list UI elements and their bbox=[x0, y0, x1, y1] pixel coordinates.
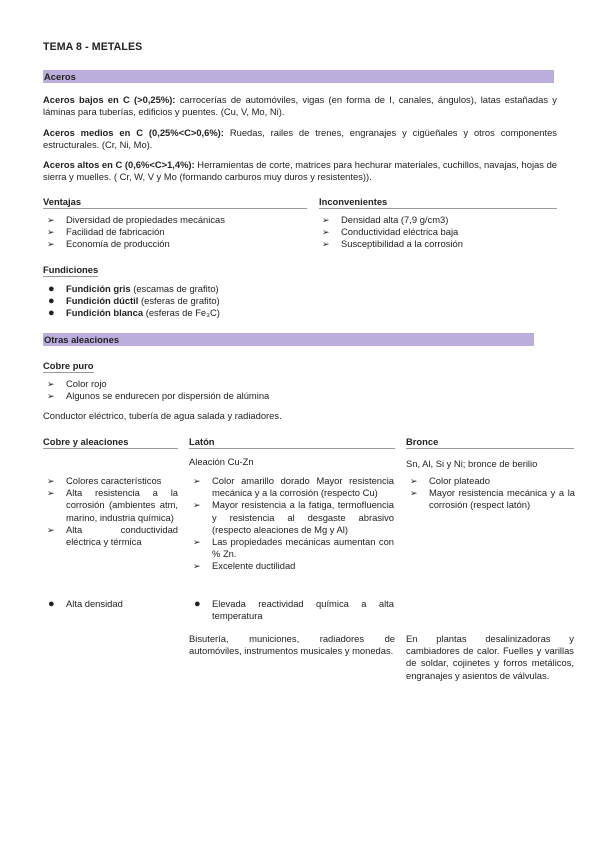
laton-list bbox=[191, 475, 394, 573]
dot-bullet-icon: ● bbox=[48, 295, 55, 308]
list-item-text: Alta resistencia a la corrosión (ambientes atm, marino, industria química) bbox=[66, 487, 178, 523]
list-item-text: Alta conductividad eléctrica y térmica bbox=[66, 523, 178, 548]
list-item-text: Colores característicos bbox=[66, 475, 162, 486]
arrow-bullet-icon: ➢ bbox=[47, 488, 55, 499]
list-item bbox=[45, 390, 445, 402]
list-item bbox=[408, 475, 575, 487]
list-item bbox=[45, 598, 178, 610]
list-item bbox=[191, 560, 394, 572]
arrow-bullet-icon: ➢ bbox=[47, 239, 55, 250]
fundiciones-heading: Fundiciones bbox=[43, 264, 98, 277]
list-item-text: Conductividad eléctrica baja bbox=[341, 226, 459, 238]
cobre-aleaciones-heading: Cobre y aleaciones bbox=[43, 436, 178, 449]
list-item bbox=[320, 238, 560, 250]
list-item bbox=[191, 499, 394, 536]
section-header-aceros bbox=[43, 70, 554, 83]
fundicion-name: Fundición gris bbox=[66, 283, 131, 294]
dot-bullet-icon: ● bbox=[48, 598, 55, 610]
list-item bbox=[45, 214, 305, 226]
laton-uses: Bisutería, municiones, radiadores de automóviles, instrumentos musicales y monedas. bbox=[189, 633, 395, 657]
list-item-text: Elevada reactividad química a alta temperatura bbox=[212, 598, 394, 622]
list-item-text: Alta densidad bbox=[66, 598, 123, 609]
section-header-otras-aleaciones bbox=[43, 333, 534, 346]
fundicion-desc: (esferas de grafito) bbox=[138, 295, 220, 307]
list-item bbox=[45, 295, 345, 307]
list-item-text: Las propiedades mecánicas aumentan con % Zn. bbox=[212, 536, 394, 560]
arrow-bullet-icon: ➢ bbox=[322, 215, 330, 225]
list-item bbox=[45, 487, 178, 524]
list-item-text: Economía de producción bbox=[66, 238, 170, 250]
list-item bbox=[45, 307, 345, 319]
paragraph-aceros-medios bbox=[43, 127, 557, 151]
arrow-bullet-icon: ➢ bbox=[410, 488, 418, 499]
list-item-text: Color plateado bbox=[429, 475, 490, 486]
list-item bbox=[191, 598, 394, 622]
section-header-aceros-label: Aceros bbox=[44, 71, 76, 82]
list-item bbox=[191, 536, 394, 560]
ventajas-heading: Ventajas bbox=[43, 196, 307, 209]
paragraph-aceros-altos bbox=[43, 159, 557, 183]
arrow-bullet-icon: ➢ bbox=[193, 500, 201, 511]
list-item-text: Diversidad de propiedades mecánicas bbox=[66, 214, 225, 225]
arrow-bullet-icon: ➢ bbox=[193, 537, 201, 548]
section-header-otras-label: Otras aleaciones bbox=[44, 334, 120, 345]
cobre-puro-heading: Cobre puro bbox=[43, 360, 94, 373]
arrow-bullet-icon: ➢ bbox=[193, 476, 201, 486]
fundicion-name: Fundición dúctil bbox=[66, 295, 139, 307]
list-item bbox=[45, 238, 305, 250]
aceros-altos-text: Herramientas de corte, matrices para hechurar materiales, cuchillos, navajas, hojas de sierra y muelles. ( Cr, W, V y Mo (formando carburos muy duros y resistentes)). bbox=[43, 159, 557, 183]
laton-subtitle: Aleación Cu-Zn bbox=[189, 456, 254, 467]
list-item-text: Densidad alta (7,9 g/cm3) bbox=[341, 214, 449, 225]
paragraph-aceros-bajos bbox=[43, 94, 557, 118]
list-item-text: Excelente ductilidad bbox=[212, 560, 296, 572]
bronce-list bbox=[408, 475, 575, 512]
fundicion-name: Fundición blanca bbox=[66, 307, 144, 319]
aceros-bajos-label: Aceros bajos en C (>0,25%): bbox=[43, 94, 176, 105]
arrow-bullet-icon: ➢ bbox=[410, 476, 418, 486]
fundicion-desc: (escamas de grafito) bbox=[130, 283, 219, 294]
list-item-text: Facilidad de fabricación bbox=[66, 226, 165, 238]
list-item bbox=[320, 214, 560, 226]
page-title: TEMA 8 - METALES bbox=[43, 41, 143, 53]
ventajas-list bbox=[45, 214, 305, 251]
arrow-bullet-icon: ➢ bbox=[47, 524, 55, 535]
arrow-bullet-icon: ➢ bbox=[47, 379, 55, 389]
arrow-bullet-icon: ➢ bbox=[47, 215, 55, 225]
fundiciones-list bbox=[45, 283, 345, 320]
dot-bullet-icon: ● bbox=[48, 283, 55, 295]
list-item bbox=[45, 226, 305, 238]
arrow-bullet-icon: ➢ bbox=[47, 227, 55, 238]
list-item-text: Algunos se endurecen por dispersión de alúmina bbox=[66, 390, 270, 402]
bronce-uses: En plantas desalinizadoras y cambiadores de calor. Fuelles y varillas de soldar, cojinetes y forros metálicos, engranajes y asientos de válvulas. bbox=[406, 633, 574, 681]
cobre-puro-note: Conductor eléctrico, tubería de agua salada y radiadores. bbox=[43, 410, 282, 421]
dot-bullet-icon: ● bbox=[48, 307, 55, 320]
dot-bullet-icon: ● bbox=[194, 598, 201, 610]
arrow-bullet-icon: ➢ bbox=[193, 561, 201, 572]
inconvenientes-heading: Inconvenientes bbox=[319, 196, 557, 209]
aceros-bajos-text: carrocerías de automóviles, vigas (en forma de I, canales, ángulos), latas estañadas y láminas para tuberías, edificios y puentes. (Cu, V, Mo, Ni). bbox=[43, 94, 557, 118]
aceros-medios-label: Aceros medios en C (0,25%<C>0,6%): bbox=[43, 127, 224, 138]
bronce-subtitle: Sn, Al, Si y Ni; bronce de berilio bbox=[406, 458, 538, 469]
list-item-text: Mayor resistencia mecánica y a la corrosión (respect latón) bbox=[429, 487, 575, 511]
cobre-aleaciones-list bbox=[45, 475, 178, 548]
aceros-altos-label: Aceros altos en C (0,6%<C>1,4%): bbox=[43, 159, 195, 170]
arrow-bullet-icon: ➢ bbox=[47, 391, 55, 402]
laton-heading: Latón bbox=[189, 436, 395, 449]
inconvenientes-list bbox=[320, 214, 560, 251]
cobre-puro-list bbox=[45, 378, 445, 402]
arrow-bullet-icon: ➢ bbox=[47, 476, 55, 486]
list-item-text: Mayor resistencia a la fatiga, termofluencia y resistencia al desgaste abrasivo (respecto aleaciones de Mg y Al) bbox=[212, 499, 394, 535]
list-item bbox=[191, 475, 394, 499]
cobre-aleaciones-bullet bbox=[45, 598, 178, 610]
list-item bbox=[45, 524, 178, 548]
list-item bbox=[320, 226, 560, 238]
arrow-bullet-icon: ➢ bbox=[322, 239, 330, 250]
list-item-text: Color amarillo dorado Mayor resistencia mecánica y a la corrosión (respecto Cu) bbox=[212, 475, 394, 499]
laton-bullet bbox=[191, 598, 394, 622]
list-item-text: Color rojo bbox=[66, 378, 107, 389]
list-item bbox=[45, 475, 178, 487]
list-item-text: Susceptibilidad a la corrosión bbox=[341, 238, 463, 250]
bronce-heading: Bronce bbox=[406, 436, 574, 449]
list-item bbox=[408, 487, 575, 511]
aceros-medios-text: Ruedas, railes de trenes, engranajes y cigüeñales y otros componentes estructurales. (Cr, Ni, Mo). bbox=[43, 127, 557, 151]
fundicion-desc: (esferas de Fe₃C) bbox=[143, 307, 220, 319]
list-item bbox=[45, 378, 445, 390]
list-item bbox=[45, 283, 345, 295]
arrow-bullet-icon: ➢ bbox=[322, 227, 330, 238]
